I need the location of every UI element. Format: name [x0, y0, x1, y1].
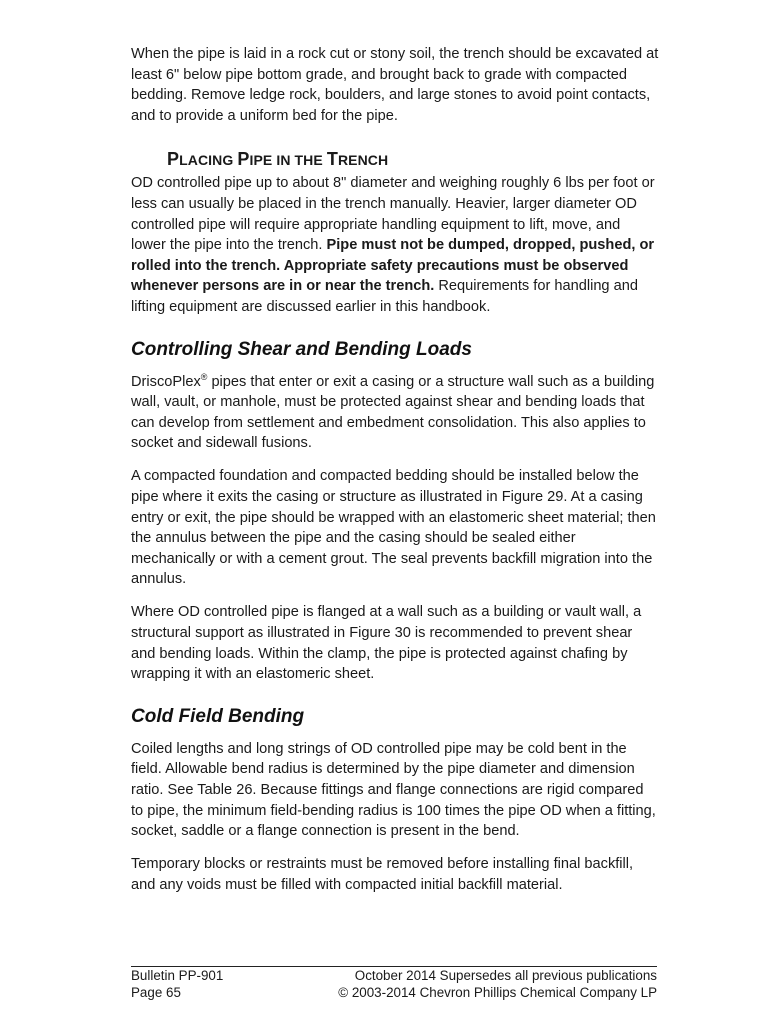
- shear-paragraph-2: A compacted foundation and compacted bedding should be installed below the pipe where it exits the casing or structure as illustrated in Figure 29. At a casing entry or exit, the pipe should be wrapped with an elastomeric sheet material; then the annulus between the pipe and the casing should be sealed either mechanically or with a cement grout. The seal prevents backfill migration into the annulus.: [131, 468, 656, 588]
- shear-paragraph-3: Where OD controlled pipe is flanged at a wall such as a building or vault wall, a structural support as illustrated in Figure 30 is recommended to prevent shear and bending loads. Within the clamp, the pipe is protected against chafing by wrapping it with an elastomeric sheet.: [131, 604, 642, 683]
- publication-date: October 2014 Supersedes all previous publications: [354, 968, 657, 983]
- bulletin-number: Bulletin PP-901: [131, 968, 224, 983]
- page-number: Page 65: [131, 985, 181, 1000]
- safety-warning-text: Pipe must not be dumped, dropped, pushed, or rolled into the trench. Appropriate safety precautions must be observed whenever persons are in or near the trench.: [131, 237, 655, 295]
- cold-bending-paragraph-1: Coiled lengths and long strings of OD controlled pipe may be cold bent in the field. Allowable bend radius is determined by the pipe diameter and dimension ratio. See Table 26. Because fittings and flange connections are rigid compared to pipe, the minimum field-bending radius is 100 times the pipe OD when a fitting, socket, saddle or a flange connection is present in the bend.: [131, 740, 656, 840]
- cold-field-bending-heading: Cold Field Bending: [131, 705, 305, 727]
- page-footer: [131, 966, 657, 1001]
- document-body: [131, 44, 659, 896]
- shear-paragraph-1: DriscoPlex® pipes that enter or exit a casing or a structure wall such as a building wall, vault, or manhole, must be protected against shear and bending loads that can develop from settlement and embedment consolidation. This also applies to socket and sidewall fusions.: [131, 371, 655, 452]
- placing-pipe-heading: PLACING PIPE IN THE TRENCH: [167, 149, 389, 170]
- shear-bending-heading: Controlling Shear and Bending Loads: [131, 338, 472, 360]
- intro-paragraph: When the pipe is laid in a rock cut or stony soil, the trench should be excavated at least 6" below pipe bottom grade, and brought back to grade with compacted bedding. Remove ledge rock, boulders, and large stones to avoid point contacts, and to provide a uniform bed for the pipe.: [131, 46, 659, 124]
- placing-pipe-paragraph: OD controlled pipe up to about 8" diameter and weighing roughly 6 lbs per foot or less can usually be placed in the trench manually. Heavier, larger diameter OD controlled pipe will require appropriate handling equipment to lift, move, and lower the pipe into the trench. Pipe must not be dumped, dropped, pushed, or rolled into the trench. Appropriate safety precautions must be observed whenever persons are in or near the trench. Requirements for handling and lifting equipment are discussed earlier in this handbook.: [131, 175, 655, 315]
- cold-bending-paragraph-2: Temporary blocks or restraints must be removed before installing final backfill, and any voids must be filled with compacted initial backfill material.: [131, 856, 634, 893]
- copyright-notice: © 2003-2014 Chevron Phillips Chemical Company LP: [338, 985, 657, 1000]
